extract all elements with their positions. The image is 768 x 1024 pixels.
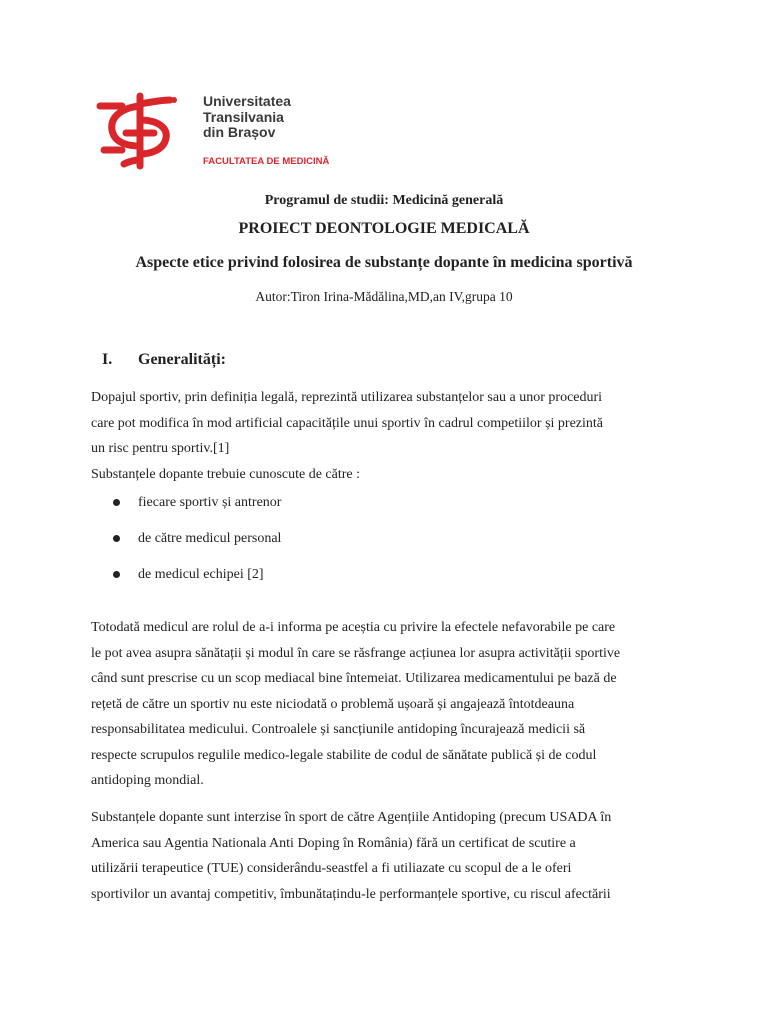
caduceus-logo-icon <box>96 90 186 172</box>
program-line: Programul de studii: Medicină generală <box>264 193 504 208</box>
list-item <box>113 492 281 528</box>
document-subtitle: Aspecte etice privind folosirea de substanțe dopante în medicina sportivă <box>135 254 633 271</box>
bullet-list <box>113 492 281 600</box>
university-logo <box>96 90 336 180</box>
bullet-icon <box>113 535 120 542</box>
text-line: utilizării terapeutice (TUE) considerându-seastfel a fi utiliazate cu scopul de a le oferi <box>91 861 572 876</box>
text-line: antidoping mondial. <box>91 773 204 788</box>
document-title: PROIECT DEONTOLOGIE MEDICALĂ <box>238 220 530 237</box>
text-line: Substanțele dopante sunt interzise în sport de către Agențiile Antidoping (precum USADA în <box>91 810 612 825</box>
list-item <box>113 528 281 564</box>
text-line: care pot modifica în mod artificial capacitățile unui sportiv în cadrul competiilor și prezintă <box>91 415 603 431</box>
text-line: sportivilor un avantaj competitiv, îmbunătațindu-le performanțele sportive, cu riscul afectării <box>91 886 611 902</box>
section-heading <box>102 351 226 369</box>
list-item-text: de medicul echipei [2] <box>138 567 264 582</box>
text-line: rețetă de către un sportiv nu este niciodată o problemă ușoară și angajează întotdeauna <box>91 696 575 712</box>
university-name-line: din Brașov <box>203 124 276 140</box>
list-item <box>113 564 281 600</box>
section-title: Generalități: <box>138 351 226 368</box>
text-line: Totodată medicul are rolul de a-i informa pe aceștia cu privire la efectele nefavorabile pe care <box>91 620 616 635</box>
university-name-line: Transilvania <box>203 108 284 125</box>
university-name <box>203 94 291 141</box>
text-line: Dopajul sportiv, prin definiția legală, reprezintă utilizarea substanțelor sau a unor proceduri <box>91 390 603 405</box>
text-line: le pot avea asupra sănătații și modul în care se răsfrange acțiunea lor asupra activității sportive <box>91 645 621 661</box>
paragraph-definition <box>91 385 677 487</box>
paragraph-antidoping-agencies <box>91 805 677 907</box>
university-name-line: Universitatea <box>203 93 291 109</box>
text-line: un risc pentru sportiv.[1] <box>91 441 230 456</box>
bullet-icon <box>113 571 120 578</box>
text-line: când sunt prescrise cu un scop mediacal bine întemeiat. Utilizarea medicamentului pe bază de <box>91 671 617 686</box>
bullet-icon <box>113 499 120 506</box>
section-number: I. <box>102 351 113 368</box>
paragraph-physician-role <box>91 615 677 794</box>
author-line: Autor:Tiron Irina-Mădălina,MD,an IV,grupa 10 <box>255 289 513 304</box>
text-line: Substanțele dopante trebuie cunoscute de către : <box>91 466 361 482</box>
text-line: responsabilitatea medicului. Controalele și sancțiunile antidoping încurajează medicii să <box>91 722 586 737</box>
list-item-text: de către medicul personal <box>138 531 282 546</box>
list-item-text: fiecare sportiv și antrenor <box>138 495 282 510</box>
text-line: America sau Agentia Nationala Anti Doping în România) fără un certificat de scutire a <box>91 835 576 851</box>
text-line: respecte scrupulos regulile medico-legale stabilite de codul de sănătate publică și de codul <box>91 747 597 763</box>
faculty-name: FACULTATEA DE MEDICINĂ <box>203 156 330 167</box>
